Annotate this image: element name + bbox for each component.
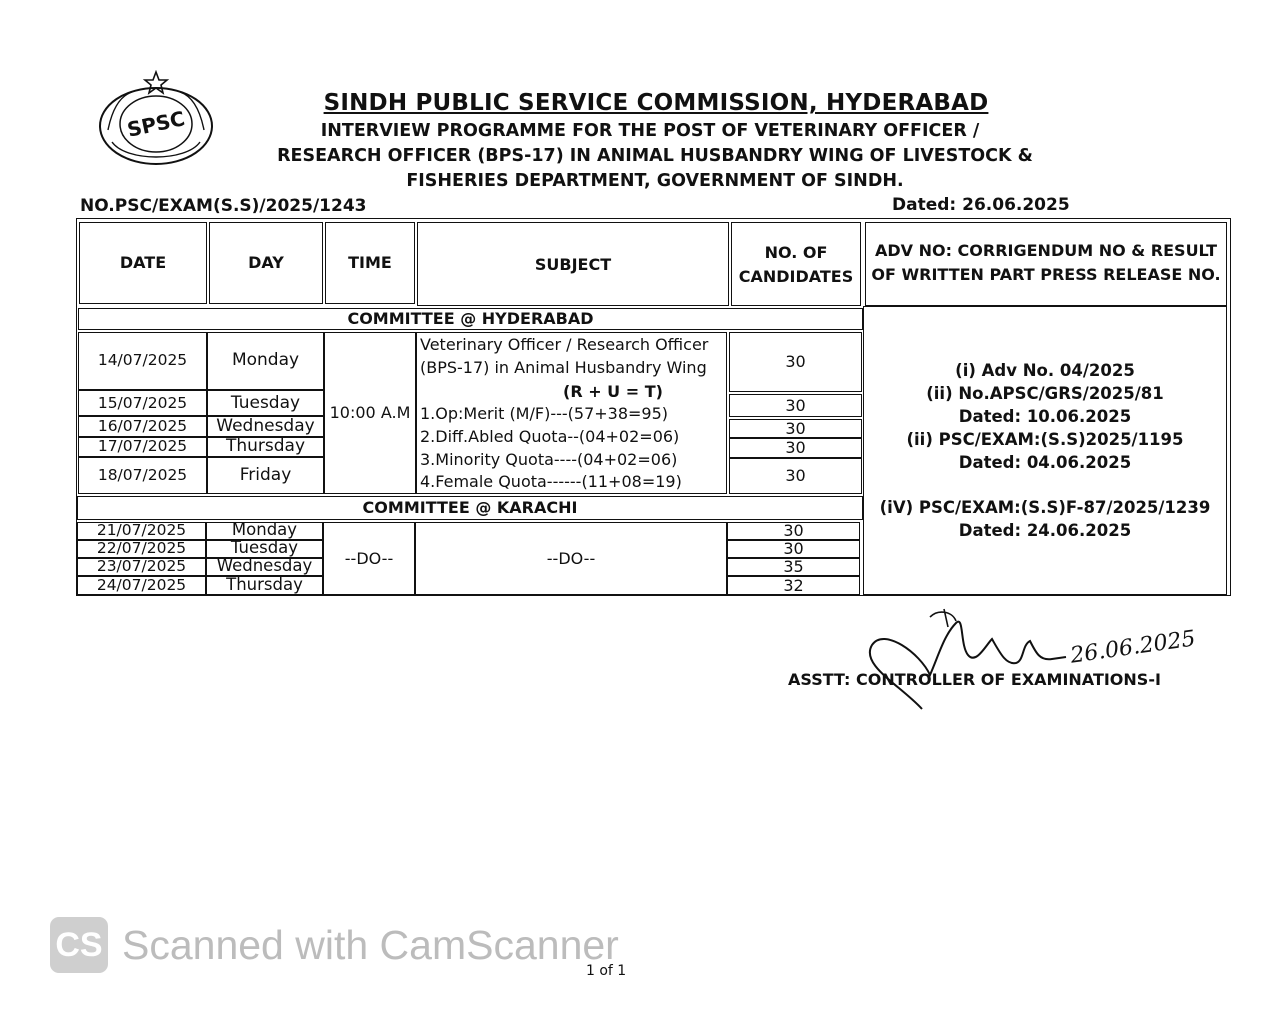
camscanner-text: Scanned with CamScanner bbox=[122, 921, 619, 968]
khi-candidates-2: 30 bbox=[783, 538, 804, 558]
hyd-candidates-2: 30 bbox=[785, 395, 806, 415]
adv-line-7: Dated: 24.06.2025 bbox=[958, 520, 1132, 540]
adv-line-5: Dated: 04.06.2025 bbox=[958, 452, 1132, 472]
khi-subject: --DO-- bbox=[546, 548, 596, 568]
spsc-logo bbox=[98, 70, 216, 170]
hyd-candidates-5: 30 bbox=[785, 466, 806, 485]
organization-title: SINDH PUBLIC SERVICE COMMISSION, HYDERABAD bbox=[323, 90, 989, 116]
header-cell-candidates bbox=[731, 222, 861, 306]
header-subject: SUBJECT bbox=[534, 255, 612, 274]
khi-day-4: Thursday bbox=[226, 575, 303, 595]
adv-line-1: (i) Adv No. 04/2025 bbox=[955, 360, 1135, 380]
hyd-candidates-3: 30 bbox=[785, 418, 806, 438]
khi-date-3: 23/07/2025 bbox=[96, 556, 187, 575]
hyd-time: 10:00 A.M bbox=[329, 403, 411, 422]
page-number: 1 of 1 bbox=[586, 963, 627, 979]
khi-day-3: Wednesday bbox=[216, 556, 313, 576]
subtitle-line-1: INTERVIEW PROGRAMME FOR THE POST OF VETERINARY OFFICER / bbox=[320, 121, 980, 141]
khi-time: --DO-- bbox=[344, 548, 394, 568]
adv-line-2: (ii) No.APSC/GRS/2025/81 bbox=[926, 383, 1164, 403]
subtitle-line-3: FISHERIES DEPARTMENT, GOVERNMENT OF SINDH. bbox=[406, 171, 904, 191]
hyd-date-3: 16/07/2025 bbox=[97, 416, 188, 435]
hyd-subject-line-6: 3.Minority Quota----(04+02=06) bbox=[420, 450, 678, 469]
subtitle-line-2: RESEARCH OFFICER (BPS-17) IN ANIMAL HUSBANDRY WING OF LIVESTOCK & bbox=[277, 146, 1033, 166]
khi-candidates-4: 32 bbox=[783, 575, 804, 595]
header-time: TIME bbox=[348, 253, 392, 272]
signoff-title: ASSTT: CONTROLLER OF EXAMINATIONS-I bbox=[788, 670, 1161, 689]
signature-date: 26.06.2025 bbox=[1068, 626, 1198, 669]
hyd-date-2: 15/07/2025 bbox=[97, 394, 188, 413]
khi-day-2: Tuesday bbox=[230, 538, 299, 558]
adv-line-4: (ii) PSC/EXAM:(S.S)2025/1195 bbox=[906, 429, 1184, 449]
hyd-candidates-1: 30 bbox=[785, 352, 806, 371]
khi-candidates-1: 30 bbox=[783, 520, 804, 540]
camscanner-watermark bbox=[50, 917, 619, 973]
logo-text: SPSC bbox=[125, 106, 187, 142]
hyd-date-4: 17/07/2025 bbox=[97, 437, 188, 456]
header-candidates-line-1: NO. OF bbox=[764, 243, 828, 262]
camscanner-logo: CS bbox=[50, 917, 108, 973]
header-adv-line-1: ADV NO: CORRIGENDUM NO & RESULT bbox=[874, 241, 1218, 260]
khi-day-1: Monday bbox=[231, 520, 298, 540]
khi-date-4: 24/07/2025 bbox=[96, 575, 187, 594]
hyd-date-5: 18/07/2025 bbox=[97, 465, 188, 484]
hyd-subject-line-7: 4.Female Quota------(11+08=19) bbox=[420, 472, 682, 491]
hyd-day-1: Monday bbox=[231, 350, 300, 371]
header-adv-line-2: OF WRITTEN PART PRESS RELEASE NO. bbox=[871, 265, 1221, 284]
hyd-subject-line-1: Veterinary Officer / Research Officer bbox=[420, 335, 709, 354]
khi-date-1: 21/07/2025 bbox=[96, 520, 187, 539]
hyd-subject-line-2: (BPS-17) in Animal Husbandry Wing bbox=[420, 358, 707, 377]
hyd-subject-line-5: 2.Diff.Abled Quota--(04+02=06) bbox=[420, 427, 680, 446]
committee-karachi-title: COMMITTEE @ KARACHI bbox=[362, 498, 578, 517]
hyd-date-1: 14/07/2025 bbox=[97, 351, 188, 370]
header-candidates-line-2: CANDIDATES bbox=[738, 267, 854, 286]
hyd-subject-line-4: 1.Op:Merit (M/F)---(57+38=95) bbox=[420, 404, 669, 423]
header-date: DATE bbox=[119, 253, 167, 272]
hyd-day-2: Tuesday bbox=[230, 393, 301, 414]
hyd-day-4: Thursday bbox=[225, 436, 306, 457]
hyd-candidates-4: 30 bbox=[785, 438, 806, 457]
hyd-subject-line-3: (R + U = T) bbox=[563, 382, 663, 401]
committee-hyderabad-title: COMMITTEE @ HYDERABAD bbox=[347, 309, 594, 328]
khi-date-2: 22/07/2025 bbox=[96, 538, 187, 557]
adv-line-6: (iV) PSC/EXAM:(S.S)F-87/2025/1239 bbox=[879, 497, 1211, 517]
header-day: DAY bbox=[248, 253, 284, 272]
signature bbox=[860, 605, 1200, 715]
issue-date: Dated: 26.06.2025 bbox=[892, 195, 1070, 215]
hyd-day-3: Wednesday bbox=[216, 415, 315, 436]
khi-candidates-3: 35 bbox=[783, 556, 804, 576]
hyd-day-5: Friday bbox=[239, 464, 292, 485]
reference-number: NO.PSC/EXAM(S.S)/2025/1243 bbox=[80, 196, 367, 216]
adv-line-3: Dated: 10.06.2025 bbox=[958, 406, 1132, 426]
